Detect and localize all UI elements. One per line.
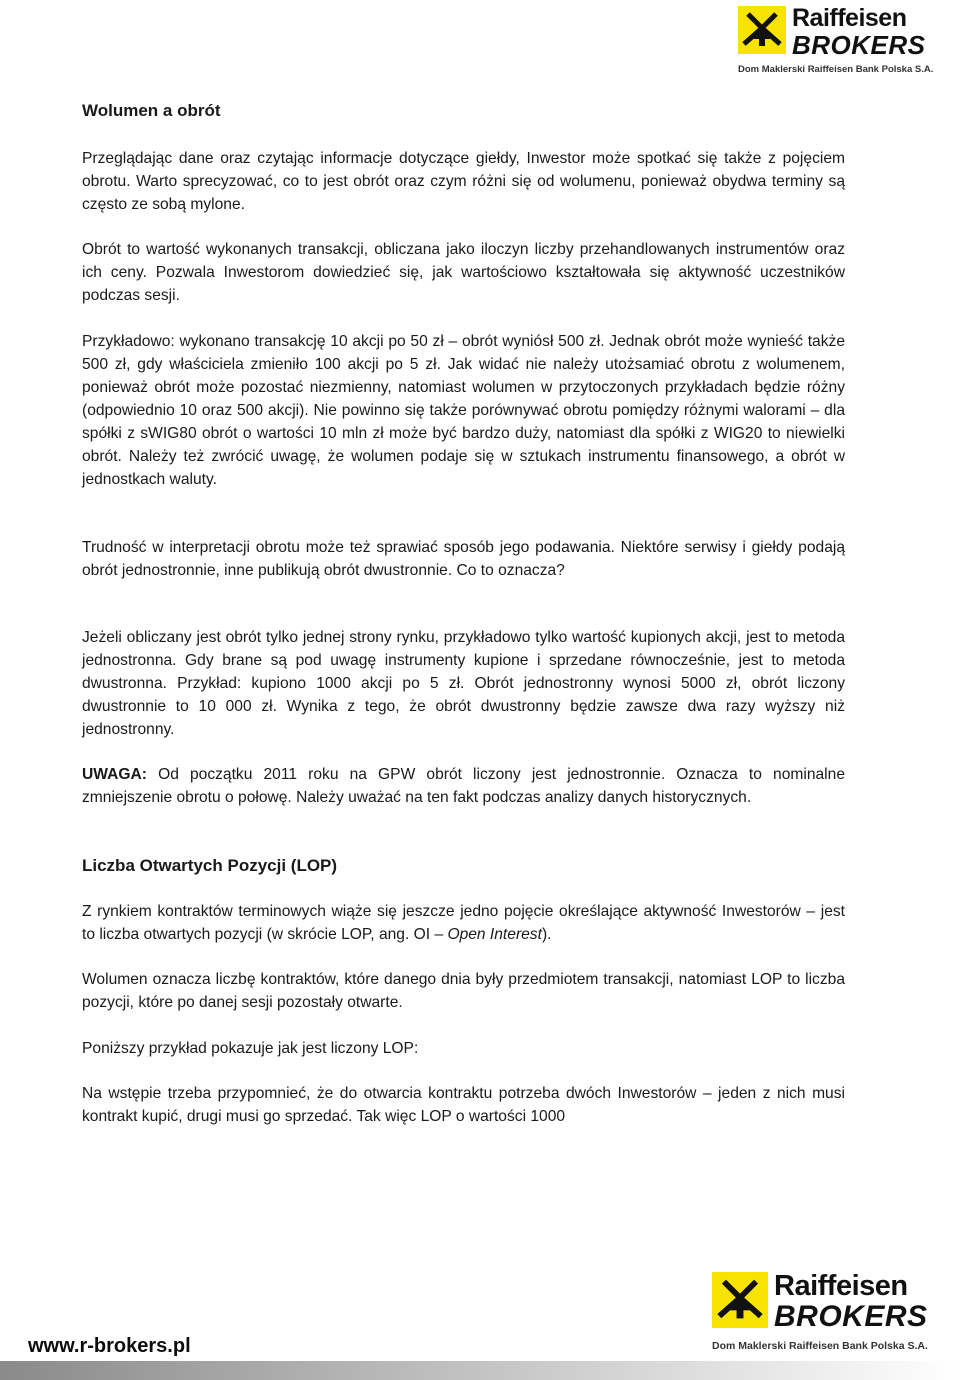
warning-text: Od początku 2011 roku na GPW obrót liczony jest jednostronnie. Oznacza to nominalne zmniejszenie obrotu o połowę. Należy uważać na ten fakt podczas analizy danych historycznych. (82, 766, 845, 806)
paragraph: Wolumen oznacza liczbę kontraktów, które danego dnia były przedmiotem transakcji, natomiast LOP to liczba pozycji, które po danej sesji pozostały otwarte. (82, 971, 845, 1011)
paragraph-end: ). (541, 926, 552, 943)
warning-paragraph (82, 763, 845, 809)
logo-brokers: BROKERS (774, 1300, 928, 1333)
logo-tagline: Dom Maklerski Raiffeisen Bank Polska S.A. (712, 1340, 928, 1352)
footer-website-link[interactable]: www.r-brokers.pl (28, 1335, 191, 1357)
raiffeisen-gable-cross-icon (712, 1272, 768, 1328)
paragraph-emphasis: Open Interest (447, 926, 542, 943)
raiffeisen-brokers-logo-footer (712, 1270, 928, 1352)
paragraph: Przykładowo: wykonano transakcję 10 akcji po 50 zł – obrót wyniósł 500 zł. Jednak obrót może wynieść także 500 zł, gdy właściciela zmieniło 100 akcji po 5 zł. Jak widać nie należy utożsamiać obrotu z wolumenem, ponieważ obrót może pozostać niezmienny, natomiast wolumen w przytoczonych przykładach będzie różny (odpowiednio 10 oraz 500 akcji). Nie powinno się także porównywać obrotu pomiędzy różnymi walorami – dla spółki z sWIG80 obrót o wartości 10 mln zł może być bardzo duży, natomiast dla spółki z WIG20 to niewielki obrót. Należy też zwrócić uwagę, że wolumen podaje się w sztukach instrumentu finansowego, a obrót w jednostkach waluty. (82, 333, 845, 488)
paragraph: Poniższy przykład pokazuje jak jest liczony LOP: (82, 1040, 419, 1057)
logo-name: Raiffeisen (792, 4, 907, 32)
paragraph: Obrót to wartość wykonanych transakcji, obliczana jako iloczyn liczby przehandlowanych instrumentów oraz ich ceny. Pozwala Inwestorom dowiedzieć się, jak wartościowo kształtowała się aktywność uczestników podczas sesji. (82, 241, 845, 304)
paragraph: Jeżeli obliczany jest obrót tylko jednej strony rynku, przykładowo tylko wartość kupionych akcji, jest to metoda jednostronna. Gdy brane są pod uwagę instrumenty kupione i sprzedane równocześnie, jest to metoda dwustronna. Przykład: kupiono 1000 akcji po 5 zł. Obrót jednostronny wynosi 5000 zł, obrót liczony dwustronnie to 10 000 zł. Wynika z tego, że obrót dwustronny będzie zawsze dwa razy wyższy niż jednostronny. (82, 629, 845, 738)
paragraph: Na wstępie trzeba przypomnieć, że do otwarcia kontraktu potrzeba dwóch Inwestorów – jeden z nich musi kontrakt kupić, drugi musi go sprzedać. Tak więc LOP o wartości 1000 (82, 1085, 845, 1125)
footer-gradient-bar (0, 1361, 960, 1380)
paragraph-text: Z rynkiem kontraktów terminowych wiąże się jeszcze jedno pojęcie określające aktywność Inwestorów – jest to liczba otwartych pozycji (w skrócie LOP, ang. OI – (82, 903, 845, 943)
logo-name: Raiffeisen (774, 1270, 908, 1302)
paragraph (82, 900, 845, 946)
section-heading-lop: Liczba Otwartych Pozycji (LOP) (82, 856, 338, 875)
raiffeisen-gable-cross-icon (738, 6, 786, 54)
paragraph: Przeglądając dane oraz czytając informacje dotyczące giełdy, Inwestor może spotkać się także z pojęciem obrotu. Warto sprecyzować, co to jest obrót oraz czym różni się od wolumenu, ponieważ obydwa terminy są często ze sobą mylone. (82, 150, 845, 213)
paragraph: Trudność w interpretacji obrotu może też sprawiać sposób jego podawania. Niektóre serwisy i giełdy podają obrót jednostronnie, inne publikują obrót dwustronnie. Co to oznacza? (82, 539, 845, 579)
logo-tagline: Dom Maklerski Raiffeisen Bank Polska S.A. (738, 64, 934, 75)
logo-brokers: BROKERS (792, 30, 926, 60)
warning-label: UWAGA: (82, 766, 147, 783)
raiffeisen-brokers-logo (738, 4, 934, 75)
section-heading-wolumen: Wolumen a obrót (82, 101, 221, 120)
